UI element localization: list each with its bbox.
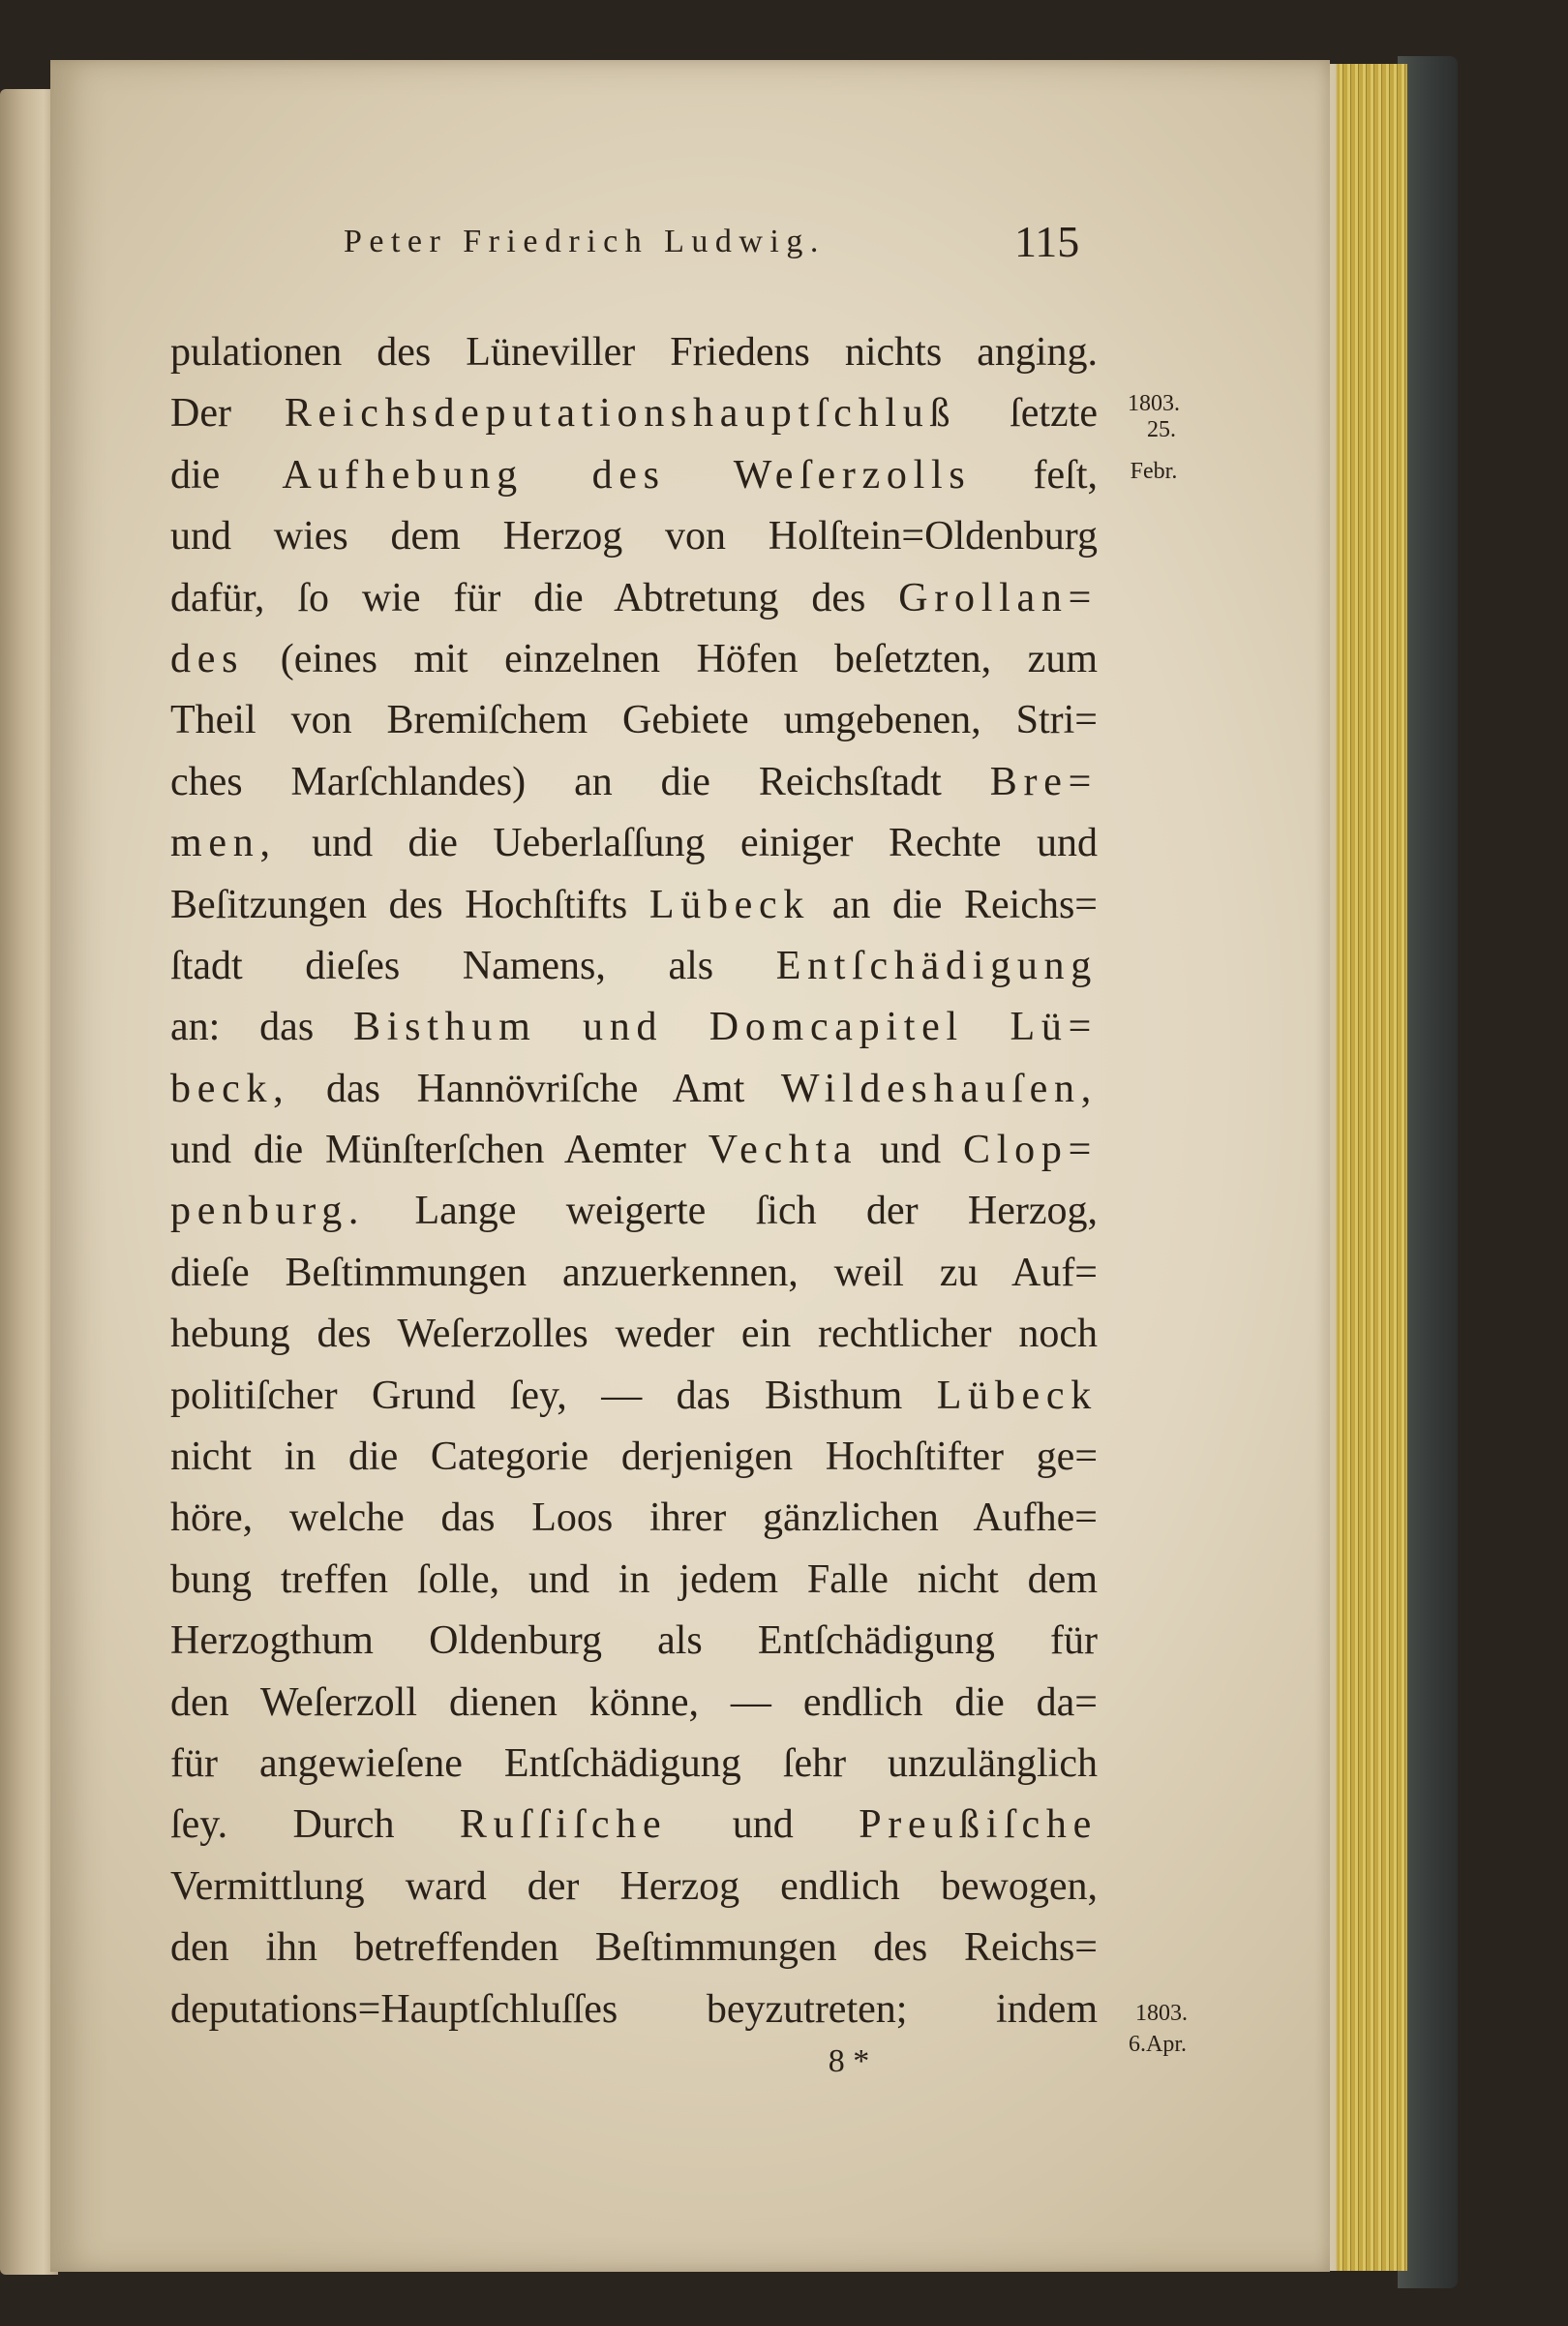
text-line <box>170 813 1098 874</box>
facing-page-edge <box>0 89 58 2275</box>
text-segment: Theil von Bremiſchem Gebiete umgebenen, Stri= <box>170 698 1098 743</box>
text-line <box>170 690 1098 751</box>
text-line <box>170 1488 1098 1549</box>
text-line <box>170 875 1098 936</box>
margin-note-date: 6.Apr. <box>1129 2032 1187 2057</box>
text-line <box>170 1857 1098 1918</box>
text-segment: dieſe Beſtimmungen anzuerkennen, weil zu Auf= <box>170 1250 1098 1295</box>
text-segment: hebung des Weſerzolles weder ein rechtlicher noch <box>170 1312 1098 1357</box>
spaced-emphasis: Preußiſche <box>859 1802 1098 1848</box>
running-head: Peter Friedrich Ludwig. <box>344 224 826 259</box>
text-line <box>170 1918 1098 1979</box>
spaced-emphasis: Ruſſiſche <box>459 1802 668 1848</box>
text-line <box>170 997 1098 1058</box>
spaced-emphasis: Wildeshauſen, <box>780 1066 1098 1111</box>
text-segment: pulationen des Lüneviller Friedens nichts anging. <box>170 330 1098 375</box>
text-segment: das Hannövriſche Amt <box>289 1066 781 1111</box>
text-segment: ſtadt dieſes Namens, als <box>170 943 776 988</box>
text-line <box>170 752 1098 813</box>
margin-note-year: 1803. <box>1135 2001 1188 2026</box>
text-line <box>170 506 1098 567</box>
text-line <box>170 629 1098 690</box>
spaced-emphasis: penburg. <box>170 1189 366 1234</box>
text-segment: an: das <box>170 1005 354 1050</box>
spaced-emphasis: Aufhebung des Weſerzolls <box>282 452 972 498</box>
text-segment: nicht in die Categorie derjenigen Hochſtifter ge= <box>170 1435 1098 1480</box>
text-line <box>170 1734 1098 1795</box>
margin-note-month: Febr. <box>1130 459 1178 484</box>
body-text <box>170 322 1098 2040</box>
text-segment: Vermittlung ward der Herzog endlich bewogen, <box>170 1863 1098 1909</box>
text-segment: ches Marſchlandes) an die Reichsſtadt <box>170 759 990 804</box>
margin-note-day: 25. <box>1147 417 1176 442</box>
text-segment: und die Ueberlaſſung einiger Rechte und <box>276 821 1098 866</box>
text-line <box>170 445 1098 506</box>
gilt-page-edges <box>1320 64 1407 2271</box>
book-page <box>50 60 1330 2272</box>
text-segment: Der <box>170 391 285 437</box>
spaced-emphasis: Lübeck <box>648 882 811 927</box>
text-segment: und <box>667 1802 859 1848</box>
text-line <box>170 1979 1098 2040</box>
text-segment: die <box>170 452 283 498</box>
text-segment: Herzogthum Oldenburg als Entſchädigung für <box>170 1618 1098 1664</box>
text-line <box>170 1427 1098 1488</box>
text-line <box>170 1550 1098 1611</box>
text-segment: bung treffen ſolle, und in jedem Falle nicht dem <box>170 1556 1098 1602</box>
text-line <box>170 1673 1098 1734</box>
text-segment: dafür, ſo wie für die Abtretung des <box>170 575 899 620</box>
text-line <box>170 1059 1098 1120</box>
text-segment: für angewieſene Entſchädigung ſehr unzulänglich <box>170 1740 1098 1786</box>
text-segment: (eines mit einzelnen Höfen beſetzten, zum <box>244 636 1098 681</box>
text-segment: Lange weigerte ſich der Herzog, <box>365 1189 1098 1234</box>
text-line <box>170 1120 1098 1181</box>
signature-mark: 8 * <box>828 2043 870 2079</box>
text-line <box>170 1795 1098 1856</box>
text-segment: und die Münſterſchen Aemter <box>170 1128 709 1173</box>
spaced-emphasis: Reichsdeputationshauptſchluß <box>284 391 957 437</box>
spaced-emphasis: Vechta <box>708 1128 859 1173</box>
spaced-emphasis: beck, <box>170 1066 290 1111</box>
text-segment: Beſitzungen des Hochſtifts <box>170 882 649 927</box>
spaced-emphasis: Entſchädigung <box>775 943 1098 988</box>
text-segment: den ihn betreffenden Beſtimmungen des Reichs= <box>170 1925 1098 1971</box>
text-segment: ſetzte <box>956 391 1098 437</box>
text-segment: den Weſerzoll dienen könne, — endlich die da= <box>170 1679 1098 1725</box>
page-number: 115 <box>1014 217 1080 266</box>
spaced-emphasis: Bre= <box>989 759 1098 804</box>
text-segment: und <box>858 1128 964 1173</box>
text-line <box>170 1304 1098 1365</box>
text-line <box>170 1366 1098 1427</box>
text-segment: höre, welche das Loos ihrer gänzlichen Aufhe= <box>170 1495 1098 1541</box>
text-line <box>170 383 1098 444</box>
spaced-emphasis: Lübeck <box>936 1373 1098 1418</box>
text-segment: deputations=Hauptſchluſſes beyzutreten; indem <box>170 1986 1098 2032</box>
spaced-emphasis: men, <box>170 821 277 866</box>
text-line <box>170 568 1098 629</box>
spaced-emphasis: des <box>170 636 245 681</box>
text-line <box>170 1611 1098 1672</box>
text-line <box>170 1181 1098 1242</box>
spaced-emphasis: Bisthum und Domcapitel Lü= <box>353 1005 1099 1050</box>
text-line <box>170 1243 1098 1304</box>
text-segment: politiſcher Grund ſey, — das Bisthum <box>170 1373 937 1418</box>
spaced-emphasis: Grollan= <box>898 575 1098 620</box>
text-segment: feſt, <box>971 452 1099 498</box>
text-segment: an die Reichs= <box>810 882 1098 927</box>
text-segment: und wies dem Herzog von Holſtein=Oldenburg <box>170 514 1098 559</box>
text-segment: ſey. Durch <box>170 1802 460 1848</box>
text-line <box>170 936 1098 997</box>
text-line <box>170 322 1098 383</box>
margin-note-year: 1803. <box>1128 391 1180 416</box>
spaced-emphasis: Clop= <box>963 1128 1099 1173</box>
